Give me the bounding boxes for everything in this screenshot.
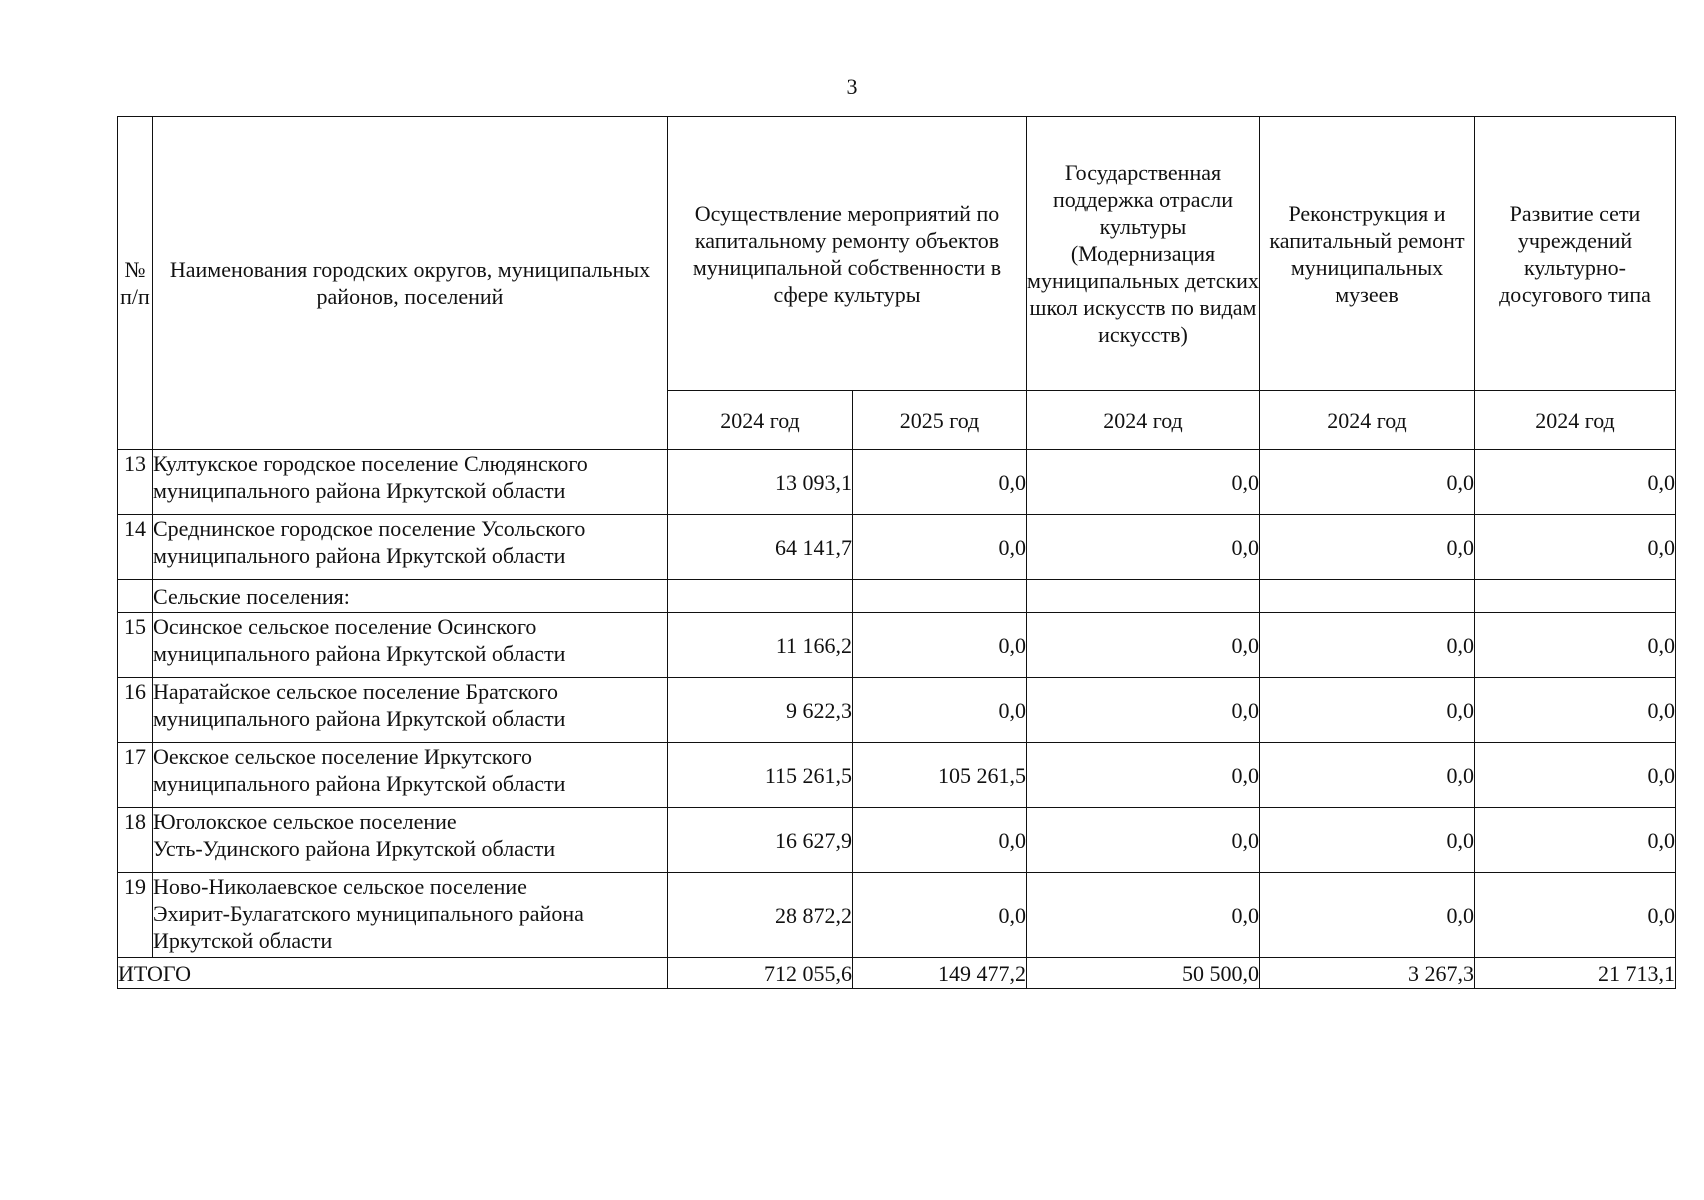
value-cell: 0,0	[1027, 808, 1260, 873]
row-name: Юголокское сельское поселение Усть-Удинского района Иркутской области	[153, 808, 668, 873]
row-name: Култукское городское поселение Слюдянского муниципального района Иркутской области	[153, 450, 668, 515]
value-cell: 64 141,7	[668, 515, 853, 580]
value-cell: 13 093,1	[668, 450, 853, 515]
total-value: 3 267,3	[1260, 958, 1475, 989]
value-cell: 28 872,2	[668, 873, 853, 958]
value-cell: 0,0	[1260, 450, 1475, 515]
value-cell: 0,0	[1027, 873, 1260, 958]
table-row	[118, 678, 1676, 743]
page-number: 3	[846, 74, 858, 99]
empty-cell	[1260, 580, 1475, 613]
table-row	[118, 515, 1676, 580]
value-cell: 0,0	[1475, 678, 1676, 743]
header-num: № п/п	[118, 117, 153, 450]
value-cell: 0,0	[1027, 678, 1260, 743]
row-number: 13	[118, 450, 153, 515]
value-cell: 0,0	[853, 873, 1027, 958]
value-cell: 0,0	[853, 515, 1027, 580]
year-header: 2025 год	[853, 391, 1027, 450]
total-value: 149 477,2	[853, 958, 1027, 989]
empty-cell	[118, 580, 153, 613]
value-cell: 115 261,5	[668, 743, 853, 808]
year-header: 2024 год	[668, 391, 853, 450]
row-name: Осинское сельское поселение Осинского муниципального района Иркутской области	[153, 613, 668, 678]
row-name: Наратайское сельское поселение Братского муниципального района Иркутской области	[153, 678, 668, 743]
table-row	[118, 873, 1676, 958]
table-row	[118, 613, 1676, 678]
row-number: 18	[118, 808, 153, 873]
row-name: Ново-Николаевское сельское поселение Эхирит-Булагатского муниципального района Иркутской области	[153, 873, 668, 958]
header-museums: Реконструкция и капитальный ремонт муниципальных музеев	[1260, 117, 1475, 391]
row-name: Оекское сельское поселение Иркутского муниципального района Иркутской области	[153, 743, 668, 808]
value-cell: 0,0	[1027, 515, 1260, 580]
header-network: Развитие сети учреждений культурно-досугового типа	[1475, 117, 1676, 391]
row-number: 14	[118, 515, 153, 580]
year-header: 2024 год	[1027, 391, 1260, 450]
value-cell: 0,0	[853, 450, 1027, 515]
row-number: 15	[118, 613, 153, 678]
value-cell: 0,0	[1260, 743, 1475, 808]
value-cell: 0,0	[853, 678, 1027, 743]
table-row	[118, 808, 1676, 873]
section-row	[118, 580, 1676, 613]
value-cell: 0,0	[1260, 678, 1475, 743]
year-header: 2024 год	[1260, 391, 1475, 450]
value-cell: 0,0	[1260, 515, 1475, 580]
header-capital-repair: Осуществление мероприятий по капитальному ремонту объектов муниципальной собственности в сфере культуры	[668, 117, 1027, 391]
row-number: 17	[118, 743, 153, 808]
value-cell: 0,0	[1027, 613, 1260, 678]
total-label: ИТОГО	[118, 958, 668, 989]
value-cell: 0,0	[1475, 873, 1676, 958]
value-cell: 0,0	[1260, 808, 1475, 873]
empty-cell	[668, 580, 853, 613]
table-row	[118, 450, 1676, 515]
empty-cell	[1027, 580, 1260, 613]
year-header: 2024 год	[1475, 391, 1676, 450]
value-cell: 0,0	[1475, 613, 1676, 678]
budget-table	[117, 116, 1676, 989]
section-label: Сельские поселения:	[153, 580, 668, 613]
empty-cell	[1475, 580, 1676, 613]
total-value: 50 500,0	[1027, 958, 1260, 989]
row-name: Среднинское городское поселение Усольского муниципального района Иркутской области	[153, 515, 668, 580]
value-cell: 9 622,3	[668, 678, 853, 743]
value-cell: 0,0	[1027, 743, 1260, 808]
total-value: 712 055,6	[668, 958, 853, 989]
row-number: 16	[118, 678, 153, 743]
value-cell: 0,0	[1475, 743, 1676, 808]
value-cell: 0,0	[1475, 450, 1676, 515]
value-cell: 11 166,2	[668, 613, 853, 678]
value-cell: 105 261,5	[853, 743, 1027, 808]
total-value: 21 713,1	[1475, 958, 1676, 989]
value-cell: 0,0	[1260, 613, 1475, 678]
value-cell: 0,0	[853, 613, 1027, 678]
table-row	[118, 743, 1676, 808]
row-number: 19	[118, 873, 153, 958]
header-row	[118, 117, 1676, 391]
value-cell: 0,0	[853, 808, 1027, 873]
value-cell: 0,0	[1260, 873, 1475, 958]
empty-cell	[853, 580, 1027, 613]
value-cell: 16 627,9	[668, 808, 853, 873]
value-cell: 0,0	[1475, 515, 1676, 580]
value-cell: 0,0	[1475, 808, 1676, 873]
header-state-support: Государственная поддержка отрасли культуры (Модернизация муниципальных детских школ искусств по видам искусств)	[1027, 117, 1260, 391]
header-name: Наименования городских округов, муниципальных районов, поселений	[153, 117, 668, 450]
value-cell: 0,0	[1027, 450, 1260, 515]
total-row	[118, 958, 1676, 989]
